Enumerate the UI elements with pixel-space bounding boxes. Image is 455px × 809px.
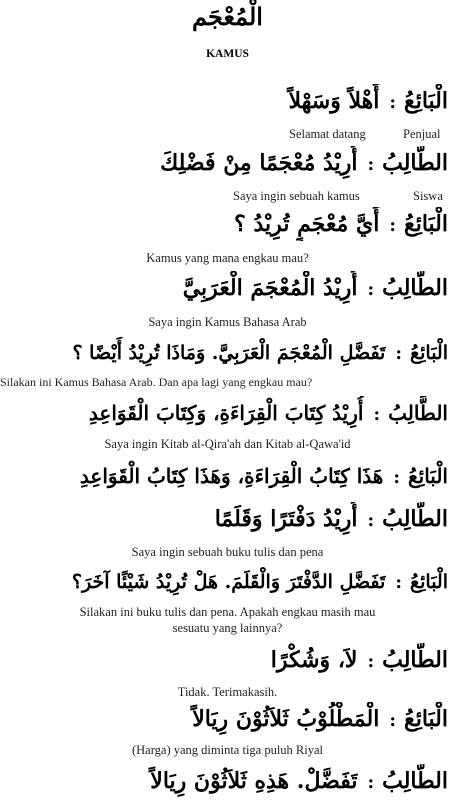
translation: Tidak. Terimakasih.: [177, 685, 278, 699]
speaker-label: الْبَائِعُ: [408, 464, 448, 488]
speaker-label: الطَّالِبُ: [382, 506, 448, 532]
speaker-label: الْبَائِعُ: [404, 88, 448, 114]
translation: Selamat datang: [289, 127, 366, 141]
dialogue-text: أُرِيْدُ مُعْجَمًا مِنْ فَضْلِكَ: [160, 150, 358, 176]
speaker-label: الطَّالِبُ: [382, 647, 448, 673]
dialogue-text: تَفَضَّلِ الْمُعْجَمَ الْعَرَبِيَّ. وَمَاذَا تُرِيْدُ أَيْضًا ؟: [72, 342, 386, 364]
separator: :: [389, 92, 396, 113]
dialogue-line: [0, 702, 448, 736]
dialogue-line: [0, 643, 448, 677]
dialogue-text: تَفَضَّلْ. هَذِهِ ثَلاَثُوْنَ رِيَالاً: [150, 768, 358, 794]
speaker-label: الطَّالِبُ: [382, 768, 448, 794]
speaker-label: الْبَائِعُ: [410, 571, 448, 593]
translation: Silakan ini Kamus Bahasa Arab. Dan apa lagi yang engkau mau?: [0, 375, 313, 389]
dialogue-line: [0, 146, 448, 180]
speaker-label: الطَّالِبُ: [382, 275, 448, 301]
translation: Kamus yang mana engkau mau?: [146, 251, 309, 265]
separator: :: [367, 279, 375, 300]
separator: :: [395, 343, 402, 364]
translation: Saya ingin sebuah buku tulis dan pena: [131, 545, 324, 559]
dialogue-line: [0, 271, 448, 305]
dialogue-line: [0, 502, 448, 536]
dialogue-text: أُرِيْدُ دَفْتَرًا وَقَلَمًا: [214, 506, 358, 532]
separator: :: [373, 404, 381, 425]
title-latin: KAMUS: [206, 48, 249, 60]
speaker-label: الْبَائِعُ: [404, 211, 448, 237]
speaker-label: الْبَائِعُ: [410, 342, 448, 364]
dialogue-line: [0, 396, 448, 430]
separator: :: [367, 651, 375, 672]
speaker-label: الطَّالِبُ: [388, 401, 448, 425]
dialogue-text: الْمَطْلُوْبُ ثَلاَثُوْنَ رِيَالاً: [192, 706, 380, 732]
separator: :: [367, 154, 375, 175]
translation: (Harga) yang diminta tiga puluh Riyal: [131, 743, 324, 757]
speaker-translation: Siswa: [413, 189, 443, 203]
separator: :: [367, 510, 375, 531]
dialogue-line: [0, 84, 448, 118]
dialogue-text: تَفَضَّلِ الدَّفْتَرَ وَالْقَلَمَ. هَلْ تُرِيْدُ شَيْئًا آخَرَ؟: [71, 571, 386, 593]
dialogue-line: [0, 565, 448, 599]
dialogue-line: [0, 764, 448, 798]
dialogue-text: أُرِيْدُ الْمُعْجَمَ الْعَرَبِيَّ: [182, 275, 358, 301]
translation: Silakan ini buku tulis dan pena. Apakah engkau masih mau: [79, 605, 376, 619]
translation: Saya ingin Kitab al-Qira'ah dan Kitab al-Qawa'id: [104, 437, 351, 451]
separator: :: [389, 710, 396, 731]
dialogue-text: أُرِيْدُ كِتَابَ الْقِرَاءَةِ، وَكِتَابَ الْقَوَاعِدِ: [88, 401, 364, 425]
dialogue-text: لاَ، وَشُكْرًا: [270, 647, 358, 673]
dialogue-text: أَهْلاً وَسَهْلاً: [288, 88, 380, 114]
speaker-translation: Penjual: [403, 127, 441, 141]
translation: Saya ingin sebuah kamus: [233, 189, 360, 203]
translation: sesuatu yang lainnya?: [172, 621, 283, 635]
title-arabic: الْمُعْجَم: [192, 2, 263, 31]
separator: :: [395, 572, 402, 593]
separator: :: [367, 772, 375, 793]
speaker-label: الْبَائِعُ: [404, 706, 448, 732]
dialogue-line: [0, 336, 448, 370]
separator: :: [389, 215, 396, 236]
translation: Saya ingin Kamus Bahasa Arab: [148, 315, 307, 329]
speaker-label: الطَّالِبُ: [382, 150, 448, 176]
dialogue-text: أَيَّ مُعْجَمٍ تُرِيْدُ ؟: [234, 211, 380, 237]
dialogue-line: [0, 207, 448, 241]
dialogue-line: [0, 459, 448, 493]
separator: :: [393, 467, 400, 488]
dialogue-text: هَذَا كِتَابُ الْقِرَاءَةِ، وَهَذَا كِتَابُ الْقَوَاعِدِ: [79, 464, 384, 488]
